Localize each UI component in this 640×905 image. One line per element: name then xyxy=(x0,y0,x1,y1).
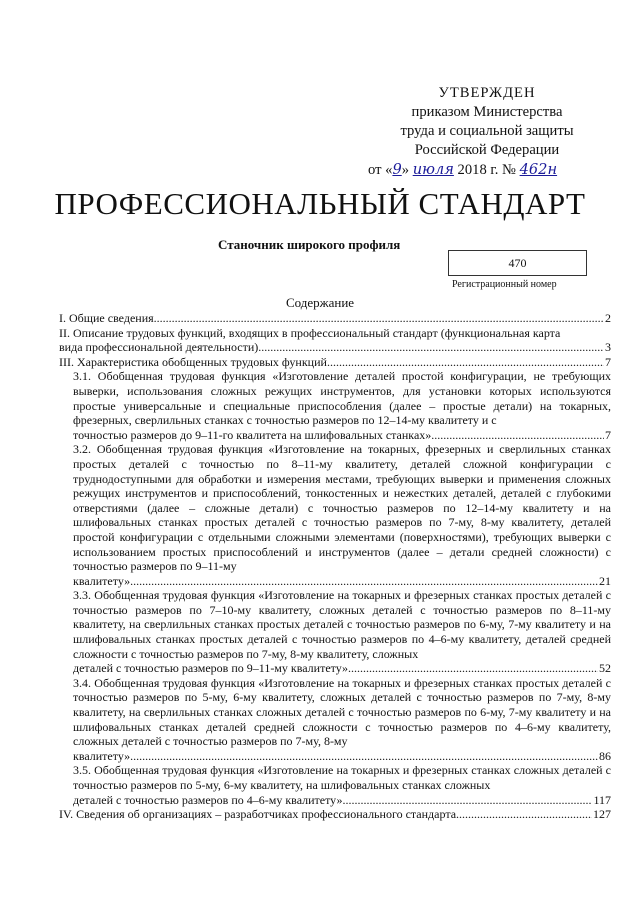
profession-name: Станочник широкого профиля xyxy=(218,237,401,252)
toc-entry-3-5[interactable] xyxy=(59,763,611,807)
handwritten-order-number: 462н xyxy=(519,161,558,178)
toc-page-number: 52 xyxy=(599,661,611,676)
registration-label: Регистрационный номер xyxy=(452,279,557,290)
handwritten-day: 9 xyxy=(392,161,402,178)
toc-entry-3-2[interactable] xyxy=(59,442,611,588)
toc-entry-3-4[interactable] xyxy=(59,676,611,764)
toc-entry-text: 3.4. Обобщенная трудовая функция «Изготовление на токарных и фрезерных станках простых деталей с точностью размеров по 5-му, 6-му квалитету, сложных деталей с точностью размеров по 7-му, 8-му квалитету, на сверлильных станках сложных деталей с точностью размеров по 6-му, 7-му квалитету и на шлифовальных станках деталей средней сложности с точностью размеров по 4–6-му квалитету, сложных деталей с точностью размеров по 7-му, 8-му xyxy=(73,675,611,749)
approval-line-3: Российской Федерации xyxy=(414,142,560,158)
toc-entry-3-1[interactable] xyxy=(59,369,611,442)
toc-page-number: 127 xyxy=(593,807,611,822)
toc-page-number: 21 xyxy=(599,573,611,588)
handwritten-month: июля xyxy=(412,161,454,178)
order-date-line xyxy=(362,160,612,180)
toc-entry-section-3[interactable] xyxy=(59,355,611,370)
registration-number: 470 xyxy=(508,256,527,270)
toc-entry-text: 3.3. Обобщенная трудовая функция «Изготовление на токарных и фрезерных станках простых деталей с точностью размеров по 7–10-му квалитету, сложных деталей с точностью размеров по 8–11-му квалитету, на сверлильных станках простых деталей с точностью размеров по 6-му, 7-му квалитету и на шлифовальных станках простых деталей с точностью размеров по 4–6-му квалитету, деталей средней сложности с точностью размеров по 7-му, 8-му квалитету, сложных xyxy=(73,588,611,661)
toc-entry-text: IV. Сведения об организациях – разработчиках профессионального стандарта xyxy=(59,807,457,822)
toc-page-number: 7 xyxy=(605,354,611,369)
toc-heading: Содержание xyxy=(285,295,355,310)
toc-page-number: 86 xyxy=(599,748,611,763)
toc-page-number: 3 xyxy=(605,340,611,355)
toc-entry-text-end: деталей с точностью размеров по 4–6-му квалитету» xyxy=(73,792,343,807)
toc-page-number: 117 xyxy=(593,792,611,807)
registration-number-box xyxy=(448,250,587,276)
order-year: 2018 г. № xyxy=(457,162,516,178)
toc-entry-text-end: вида профессиональной деятельности) xyxy=(59,340,259,355)
toc-entry-section-4[interactable] xyxy=(59,807,611,822)
toc-page-number: 2 xyxy=(605,311,611,325)
toc-entry-text: 3.1. Обобщенная трудовая функция «Изготовление деталей простой конфигурации, не требующих выверки, использования сложных режущих инструментов, для установки которых используются простые универсальные и специальные приспособления (далее – простые детали) на токарных, фрезерных, сверлильных станках с точностью размеров по 12–14-му квалитету и с xyxy=(73,369,611,428)
toc-entry-text: 3.5. Обобщенная трудовая функция «Изготовление на токарных и фрезерных станках сложных деталей с точностью размеров по 5-му, 6-му квалитету, на шлифовальных станках сложных xyxy=(73,763,611,792)
approval-block xyxy=(362,84,612,180)
date-mid: » xyxy=(401,162,410,178)
toc-page-number: 7 xyxy=(605,427,611,442)
toc-entry-text: II. Описание трудовых функций, входящих в профессиональный стандарт (функциональная карта xyxy=(59,325,561,340)
approval-line-2: труда и социальной защиты xyxy=(400,123,574,139)
date-prefix: от « xyxy=(368,162,393,178)
toc-entry-text-end: точностью размеров до 9–11-го квалитета на шлифовальных станках» xyxy=(73,427,432,442)
toc-entry-section-1[interactable] xyxy=(59,311,611,326)
approval-title: УТВЕРЖДЕН xyxy=(438,85,536,101)
toc-entry-text-end: квалитету» xyxy=(73,573,131,588)
toc-entry-text-end: квалитету» xyxy=(73,748,131,763)
toc-entry-text-end: деталей с точностью размеров по 9–11-му квалитету» xyxy=(73,661,349,676)
toc-entry-text: III. Характеристика обобщенных трудовых функций xyxy=(59,354,327,369)
table-of-contents xyxy=(59,311,611,822)
toc-entry-text: I. Общие сведения xyxy=(59,311,154,325)
toc-entry-text: 3.2. Обобщенная трудовая функция «Изготовление на токарных, фрезерных и сверлильных станках простых деталей с точностью по 8–11-му квалитету, деталей сложной конфигурации с труднодоступными для обработки и измерения местами, требующих выверки и применения сложных режущих инструментов и приспособлений, тонкостенных и нежестких деталей, деталей с глубокими отверстиями (далее – сложные детали) с точностью размеров по 12–14-му квалитету и на шлифовальных станках простых деталей с точностью размеров по 7-му, 8-му квалитету, деталей простой конфигурации с отдельными сложными элементами (поверхностями), требующих выверки с использованием простых приспособлений и инструментов (далее – детали средней сложности) с точностью размеров по 9–11-му xyxy=(73,442,611,574)
document-title: ПРОФЕССИОНАЛЬНЫЙ СТАНДАРТ xyxy=(54,186,586,221)
toc-entry-3-3[interactable] xyxy=(59,588,611,676)
toc-entry-section-2[interactable] xyxy=(59,326,611,355)
approval-line-1: приказом Министерства xyxy=(411,104,563,120)
